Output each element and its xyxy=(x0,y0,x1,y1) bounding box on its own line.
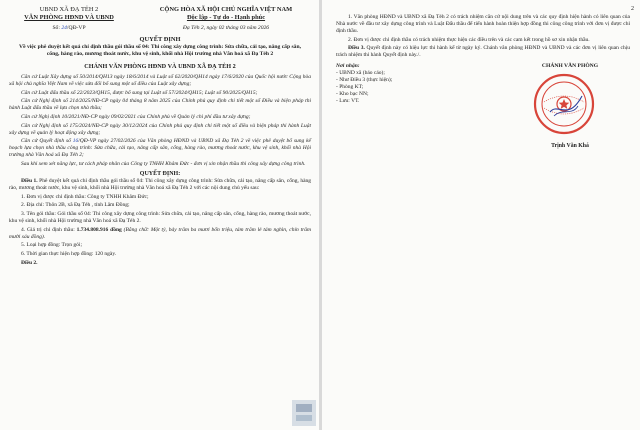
article-1 xyxy=(9,178,311,192)
article-2-item-2: 2. Đơn vị được chỉ định thầu có trách nhiệm thực hiện các điều trên và các cam kết trong hồ sơ xin nhận thầu. xyxy=(348,36,590,43)
item-3: 3. Tên gói thầu: Gói thầu số 04: Thi công xây dựng công trình: Sửa chữa, cải tạo, nâng cấp sân, cổng, hàng rào, mương thoát nước, khu vệ sinh, khối nhà Hội trường nhà Văn hoá xã Đạ Tẻh 2. xyxy=(9,211,311,225)
number-date-row xyxy=(9,25,311,32)
document-date: Đạ Tẻh 2, ngày 02 tháng 03 năm 2026 xyxy=(182,25,270,31)
legal-basis-4: Căn cứ Nghị định 10/2021/NĐ-CP ngày 09/02/2021 của Chính phủ về Quản lý chi phí đầu tư xây dựng; xyxy=(21,113,251,120)
basis-6-part-b: /QĐ-VP ngày 27/02/2026 của Văn phòng HĐND và UBND xã Đạ Tẻh 2 về việc phê duyệt bổ sung kế hoạch lựa chọn nhà thầu công trình: Sửa chữa, cải tạo, nâng cấp sân, cổng, hàng rào, mương thoát nước, khu vệ sinh, khối nhà Hội trường nhà Văn hoá xã Đạ Tẻh 2; xyxy=(9,138,311,159)
recipient-item: - Như Điều 3 (thực hiện); xyxy=(336,76,393,83)
item-4-label: 4. Giá trị chỉ định thầu: xyxy=(21,226,75,233)
issuing-authority: CHÁNH VĂN PHÒNG HĐND VÀ UBND XÃ ĐẠ TẺH 2 xyxy=(84,63,236,70)
page-stamp-icon xyxy=(290,398,318,428)
recipient-item: - Kho bạc NN; xyxy=(336,90,369,97)
item-6: 6. Thời gian thực hiện hợp đồng: 120 ngày. xyxy=(21,250,117,257)
number-handwritten: 24 xyxy=(61,25,67,31)
article-1-text: Phê duyệt kết quả chỉ định thầu gói thầu số 04: Thi công xây dựng công trình: Sửa chữa, cải tạo, nâng cấp sân, cổng, hàng rào, mương thoát nước, khu vệ sinh, khối nhà Hội trường nhà Văn hoá xã Đạ Tẻh 2 với các nội dung chủ yếu sau: xyxy=(9,178,312,192)
nation-line-1: CỘNG HÒA XÃ HỘI CHỦ NGHĨA VIỆT NAM xyxy=(159,6,293,13)
decision-subject: Về việc phê duyệt kết quả chỉ định thầu gói thầu số 04: Thi công xây dựng công trình: Sửa chữa, cải tạo, nâng cấp sân, cổng, hàng rào, mương thoát nước, khu vệ sinh, khối nhà Hội trường nhà Văn hoá xã Đạ Tẻh 2 xyxy=(19,44,301,57)
legal-basis-7: Sau khi xem xét năng lực, tư cách pháp nhân của Công ty TNHH Khâm Đức - đơn vị xin nhận thầu thi công xây dựng công trình. xyxy=(21,161,306,168)
signature-block xyxy=(510,62,630,149)
org-line-1: UBND XÃ ĐẠ TẺH 2 xyxy=(39,6,99,13)
article-1-label: Điều 1. xyxy=(21,178,38,185)
item-4-value: 1.734.808.916 đồng xyxy=(76,226,122,233)
legal-basis-2: Căn cứ Luật đấu thầu số 22/2023/QH15, được bổ sung tại Luật số 57/2024/QH15; Luật số 90/2025/QH15; xyxy=(21,89,258,96)
document-number xyxy=(9,25,129,32)
article-3 xyxy=(336,45,630,59)
signer-title: CHÁNH VĂN PHÒNG xyxy=(541,62,599,69)
basis-6-part-a: Căn cứ Quyết định số xyxy=(21,138,71,145)
article-2-label: Điều 2. xyxy=(21,259,38,266)
item-2: 2. Địa chỉ: Thôn 2B, xã Đạ Tẻh , tỉnh Lâm Đồng; xyxy=(21,202,130,209)
issuing-organization xyxy=(9,6,129,22)
number-suffix: /QĐ-VP xyxy=(66,25,86,31)
page-number: 2 xyxy=(631,6,634,12)
recipients-title: Nơi nhận: xyxy=(336,62,360,69)
recipient-item: - Phòng KT; xyxy=(336,83,364,90)
article-3-label: Điều 3. xyxy=(348,45,365,52)
official-seal-icon xyxy=(532,72,596,136)
recipients-block xyxy=(336,63,486,105)
basis-6-handwritten: 16 xyxy=(72,138,79,145)
national-motto xyxy=(141,6,311,22)
number-label: Số: xyxy=(52,25,60,31)
nation-line-2: Độc lập - Tự do - Hạnh phúc xyxy=(186,14,266,21)
signature-row xyxy=(336,62,630,149)
legal-basis-5: Căn cứ Nghị định số 175/2024/NĐ-CP ngày 30/12/2024 của Chính phủ quy định chi tiết một số điều và biện pháp thi hành Luật xây dựng về quản lý hoạt động xây dựng; xyxy=(9,122,311,136)
recipient-item: - UBND xã (báo cáo); xyxy=(336,69,385,76)
item-4-in-words: (Bằng chữ: Một tỷ, bảy trăm ba mươi bốn triệu, tám trăm lẻ tám nghìn, chín trăm mười sáu đồng). xyxy=(9,226,312,240)
item-5: 5. Loại hợp đồng: Trọn gói; xyxy=(21,242,82,249)
decision-title: QUYẾT ĐỊNH xyxy=(139,36,181,43)
signer-name: Trịnh Văn Khá xyxy=(551,142,589,149)
legal-basis-6 xyxy=(9,138,311,159)
legal-basis-3: Căn cứ Nghị định số 214/2025/NĐ-CP ngày 04 tháng 8 năm 2025 của Chính phủ quy định chi tiết một số Điều và biện pháp thi hành Luật đấu thầu về lựa chọn nhà thầu; xyxy=(9,98,311,112)
article-3-text: Quyết định này có hiệu lực thi hành kể từ ngày ký. Chánh văn phòng HĐND và UBND và các đơn vị liên quan chịu trách nhiệm thi hành Quyết định này./. xyxy=(336,45,631,59)
decide-heading: QUYẾT ĐỊNH: xyxy=(139,171,181,178)
item-4 xyxy=(9,227,311,241)
item-1: 1. Đơn vị được chỉ định thầu: Công ty TNHH Khâm Đức; xyxy=(21,193,149,200)
document-header xyxy=(9,6,311,22)
page-2 xyxy=(322,0,640,430)
recipient-item: - Lưu: VT. xyxy=(336,97,360,104)
article-2-item-1: 1. Văn phòng HĐND và UBND xã Đạ Tẻh 2 có trách nhiệm căn cứ nội dung trên và các quy định hiện hành có liên quan của Nhà nước về đầu tư xây dựng công trình và Luật Đấu thầu để tiến hành hoàn thiện hợp đồng thi công công trình với đơn vị được chỉ định thầu. xyxy=(336,14,630,35)
legal-basis-1: Căn cứ Luật Xây dựng số 50/2014/QH13 ngày 18/6/2014 và Luật số 62/2020/QH14 ngày 17/6/2020 của Quốc hội nước Cộng hòa xã hội chủ nghĩa Việt Nam về việc sửa đổi bổ sung một số điều của Luật xây dựng; xyxy=(9,74,311,88)
org-line-2: VĂN PHÒNG HĐND VÀ UBND xyxy=(24,14,114,21)
page-1 xyxy=(0,0,319,430)
